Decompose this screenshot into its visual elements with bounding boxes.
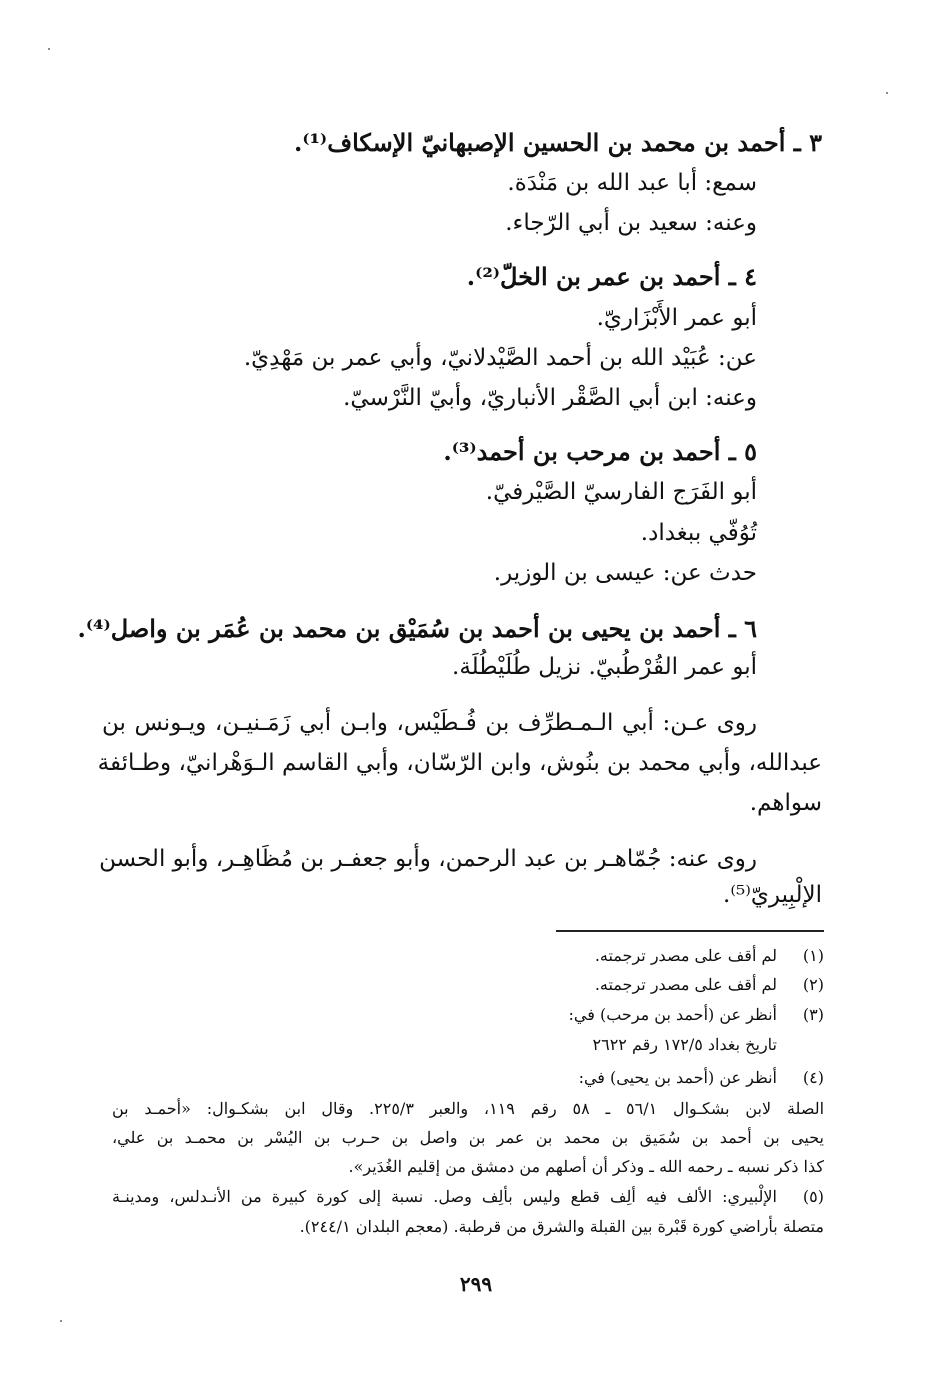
footnote-number: (٢) [802, 975, 824, 994]
scan-speck [886, 92, 888, 94]
footnote-text: لم أقف على مصدر ترجمته. [594, 975, 777, 994]
footnote-text: تاريخ بغداد ١٧٢/٥ رقم ٢٦٢٢ [592, 1035, 777, 1054]
page-number: ٢٩٩ [459, 1272, 493, 1296]
scan-speck [48, 48, 50, 50]
entry-6-paragraph-line: روى عـن: أبي الـمـطرِّف بن فُـطَيْس، وابـن أبي زَمَـنيـن، ويـونس بن [102, 710, 757, 736]
footnote-text: لم أقف على مصدر ترجمته. [594, 946, 777, 965]
entry-4-line: وعنه: ابن أبي الصَّقْر الأنباريّ، وأبيّ النَّرْسيّ. [343, 385, 757, 411]
entry-4-line: أبو عمر الأَبْزَاريّ. [596, 305, 757, 331]
entry-6-paragraph-line: عبدالله، وأبي محمد بن بنُوش، وابن الرّسّان، وأبي القاسم الـوَهْرانيّ، وطـائفة [97, 750, 822, 776]
footnote-number: (٥) [802, 1187, 824, 1206]
footnote-text: متصلة بأراضي كورة قَبْرة بين القبلة والشرق من قرطبة. (معجم البلدان ٢٤٤/١). [299, 1217, 824, 1236]
footnote-text: أنظر عن (أحمد بن يحيى) في: [578, 1068, 777, 1087]
scan-speck [60, 1320, 62, 1322]
entry-5-line: تُوُفّي ببغداد. [640, 520, 757, 546]
entry-5-line: أبو الفَرَج الفارسيّ الصَّيْرفيّ. [485, 479, 757, 505]
entry-6-heading: ٦ ـ أحمد بن يحيى بن أحمد بن سُمَيْق بن محمد بن عُمَر بن واصل⁽⁴⁾. [77, 614, 757, 643]
entry-3-line: سمع: أبا عبد الله بن مَنْدَة. [507, 170, 757, 196]
entry-3-heading: ٣ ـ أحمد بن محمد بن الحسين الإصبهانيّ الإسكاف⁽¹⁾. [294, 128, 822, 157]
entry-4-heading: ٤ ـ أحمد بن عمر بن الخلّ⁽²⁾. [466, 262, 757, 291]
entry-4-line: عن: عُبَيْد الله بن أحمد الصَّيْدلانيّ، وأبي عمر بن مَهْدِيّ. [243, 345, 757, 371]
entry-5-line: حدث عن: عيسى بن الوزير. [493, 560, 757, 586]
footnote-number: (١) [802, 946, 824, 965]
entry-6-paragraph-line: روى عنه: جُمّاهـر بن عبد الرحمن، وأبو جعفـر بن مُظَاهِـر، وأبو الحسن [99, 846, 757, 872]
entry-5-heading: ٥ ـ أحمد بن مرحب بن أحمد⁽³⁾. [443, 437, 757, 466]
footnote-separator [556, 930, 824, 932]
footnote-text: أنظر عن (أحمد بن مرحب) في: [568, 1005, 777, 1024]
footnote-text: الصلة لابن بشكـوال ٥٦/١ ـ ٥٨ رقم ١١٩، والعبر ٢٢٥/٣. وقال ابن بشكـوال: «أحمـد بن [112, 1099, 825, 1118]
entry-6-paragraph-line: سواهم. [749, 790, 822, 816]
footnote-text: يحيى بن أحمد بن سُمَيق بن محمد بن عمر بن واصل بن حـرب بن اليُسْر بن محمـد بن علي، [112, 1128, 824, 1147]
footnote-number: (٣) [802, 1005, 824, 1024]
entry-6-paragraph-line: الإلْبِيريّ⁽⁵⁾. [723, 882, 822, 908]
footnote-text: كذا ذكر نسبه ـ رحمه الله ـ وذكر أن أصلهم من دمشق من إقليم الغُدَير». [348, 1157, 824, 1176]
footnote-text: الإلْبيري: الألف فيه ألِف قطع وليس بألِف وصل. نسبة إلى كورة كبيرة من الأنـدلس، ومدينـة [112, 1187, 777, 1206]
footnote-number: (٤) [802, 1068, 824, 1087]
entry-3-line: وعنه: سعيد بن أبي الرّجاء. [505, 210, 757, 236]
entry-6-line: أبو عمر القُرْطُبيّ. نزيل طُلَيْطُلَة. [452, 654, 757, 680]
